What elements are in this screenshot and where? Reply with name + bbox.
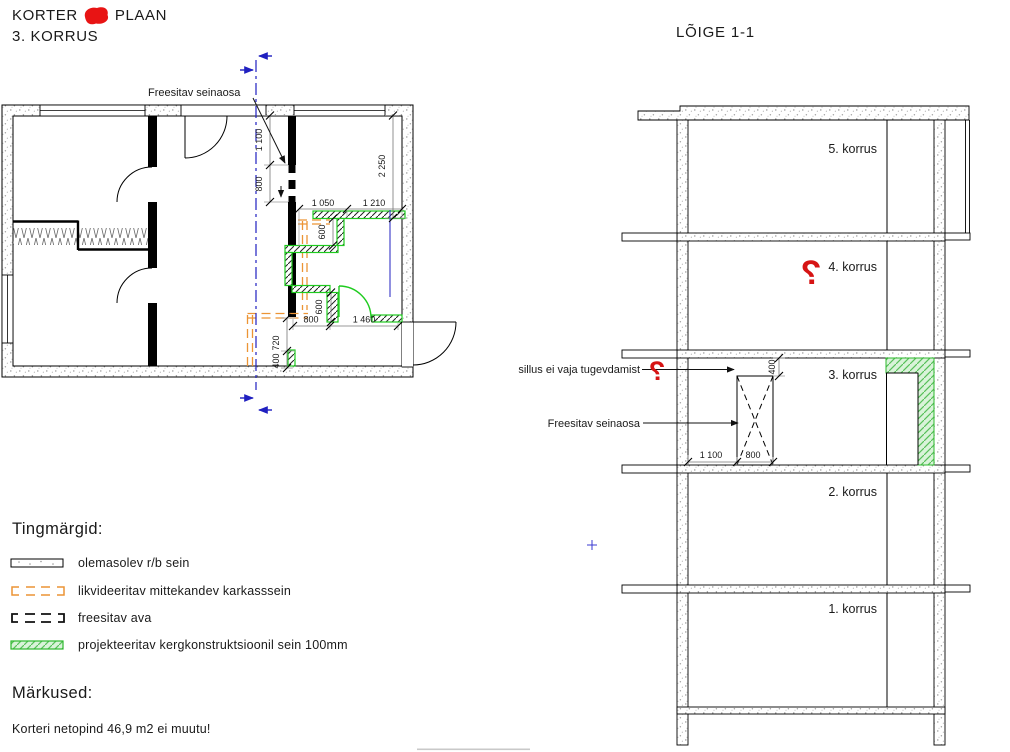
dim-section-1100: 1 100 — [699, 450, 723, 460]
section-left-wall — [677, 120, 688, 745]
dim-plan-720: 720 — [271, 335, 281, 351]
plan-exterior-door-opening — [402, 322, 413, 367]
milled-opening-swatch-icon — [10, 611, 66, 625]
question-mark-4th-floor: ? — [800, 254, 822, 292]
floor-label-1: 1. korrus — [828, 602, 877, 616]
building-section — [518, 106, 970, 745]
plan-window-left — [2, 275, 13, 343]
plan-label-freesitav: Freesitav seinaosa — [148, 87, 241, 99]
plan-title-left: KORTER — [12, 7, 78, 24]
floor-label-3: 3. korrus — [828, 368, 877, 382]
dim-section-800: 800 — [745, 450, 761, 460]
section-right-wall — [934, 120, 945, 745]
section-label-sillus: sillus ei vaja tugevdamist — [518, 364, 640, 376]
dim-plan-1050: 1 050 — [311, 198, 335, 208]
floor-plan — [2, 56, 456, 410]
legend-item-milled-opening — [10, 611, 151, 625]
dim-section-400: 400 — [767, 359, 777, 375]
sheet-bottom-edge — [417, 749, 530, 751]
notes-text: Korteri netopind 46,9 m2 ei muutu! — [12, 722, 211, 736]
section-title: LÕIGE 1-1 — [676, 24, 755, 41]
demolished-wall-swatch-icon — [10, 584, 66, 598]
plan-dim-extensions — [264, 116, 405, 369]
plan-entry-opening-top — [181, 105, 266, 116]
dim-plan-2250: 2 250 — [377, 154, 387, 178]
plan-interior-walls — [148, 116, 296, 369]
new-door-plan — [339, 286, 371, 318]
dim-plan-600-top: 600 — [317, 224, 327, 240]
floor-label-5: 5. korrus — [828, 142, 877, 156]
legend-item-label: projekteeritav kergkonstruktsioonil sein 100mm — [78, 638, 348, 652]
legend-item-existing — [10, 556, 190, 570]
room-door-arc-2 — [117, 268, 152, 303]
floor-label-4: 4. korrus — [828, 260, 877, 274]
section-roof-slab — [638, 106, 969, 120]
wardrobe — [13, 221, 148, 251]
dim-plan-800-horizontal: 800 — [303, 314, 319, 325]
legend-item-label: freesitav ava — [78, 611, 152, 625]
dim-plan-1210: 1 210 — [362, 198, 386, 208]
blue-plus-mark — [587, 540, 597, 550]
new-wall-section — [886, 358, 934, 465]
section-floor-slabs — [677, 233, 945, 714]
plan-window-top-left — [40, 105, 145, 116]
milled-opening-plan — [281, 164, 297, 203]
plan-window-top-right — [294, 105, 385, 116]
legend-item-new-wall — [10, 638, 348, 652]
dim-plan-800-vertical: 800 — [254, 176, 264, 192]
legend-item-label: likvideeritav mittekandev karkasssein — [78, 584, 292, 598]
question-mark-sillus: ? — [648, 356, 666, 386]
dim-plan-1100: 1 100 — [254, 128, 264, 152]
legend-item-label: olemasolev r/b sein — [78, 556, 190, 570]
dim-plan-400: 400 — [271, 353, 281, 369]
plan-title-right: PLAAN — [114, 7, 168, 24]
exterior-door-arc — [413, 322, 456, 365]
legend-item-demolish — [10, 584, 291, 598]
floor-label-2: 2. korrus — [828, 485, 877, 499]
existing-wall-swatch-icon — [10, 556, 66, 570]
section-label-freesitav: Freesitav seinaosa — [547, 418, 640, 430]
notes-title: Märkused: — [12, 684, 93, 702]
new-walls-plan — [285, 211, 405, 366]
section-right-skin — [966, 120, 970, 233]
new-wall-swatch-icon — [10, 638, 66, 652]
legend-title: Tingmärgid: — [12, 520, 103, 538]
entry-door-arc — [185, 116, 227, 158]
dim-plan-600-door: 600 — [314, 299, 324, 315]
dim-plan-1460: 1 460 — [352, 314, 376, 325]
plan-subtitle: 3. KORRUS — [12, 28, 99, 45]
room-door-arc-1 — [117, 167, 152, 202]
